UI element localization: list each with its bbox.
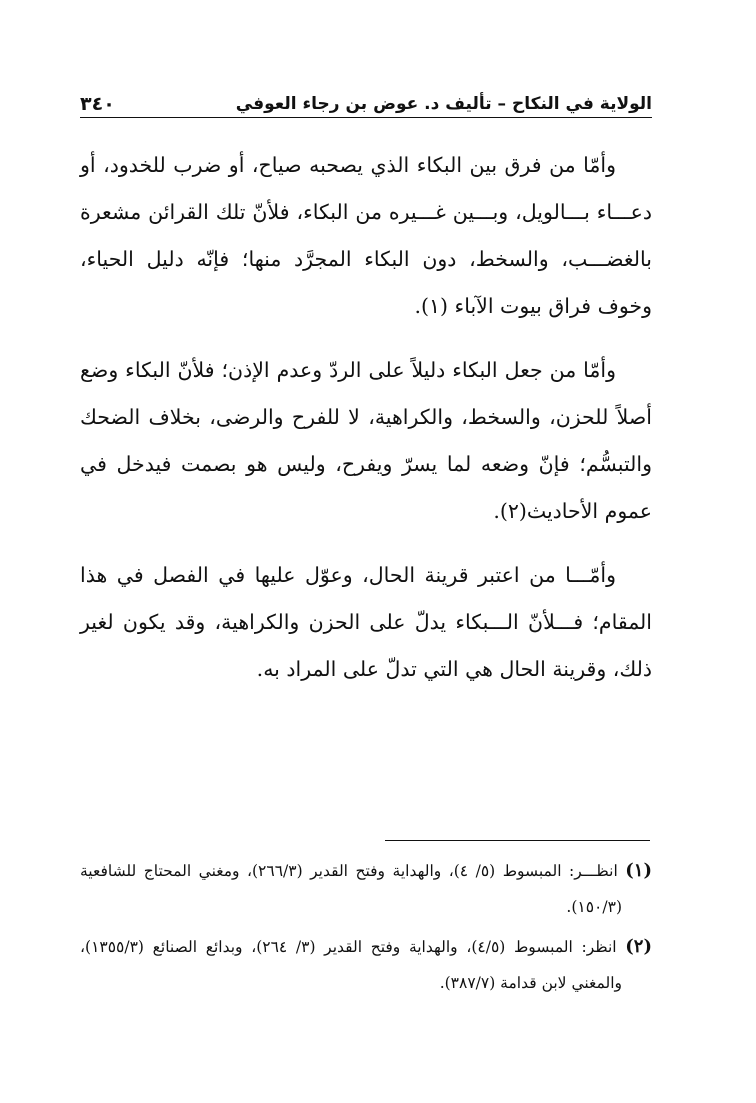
running-title: الولاية في النكاح – تأليف د. عوض بن رجاء العوفي — [235, 94, 652, 114]
body-text — [80, 142, 652, 710]
paragraph: وأمّا من فرق بين البكاء الذي يصحبه صياح، أو ضرب للخدود، أو دعـــاء بـــالويل، وبـــين غـــيره من البكاء، فلأنّ تلك القرائن مشعرة بالغضـــب، والسخط، دون البكاء المجرَّد منها؛ فإنّه دليل الحياء، وخوف فراق بيوت الآباء (١). — [80, 153, 652, 318]
paragraph: وأمّا من جعل البكاء دليلاً على الردّ وعدم الإذن؛ فلأنّ البكاء وضع أصلاً للحزن، والسخط، والكراهية، لا للفرح والرضى، بخلاف الضحك والتبسُّم؛ فإنّ وضعه لما يسرّ ويفرح، وليس هو بصمت فيدخل في عموم الأحاديث(٢). — [80, 358, 652, 523]
footnote-marker: (٢) — [625, 936, 652, 957]
footnotes — [80, 853, 652, 1005]
running-header — [80, 86, 652, 116]
page-number: ٣٤٠ — [80, 93, 115, 115]
paragraph: وأمّـــا من اعتبر قرينة الحال، وعوّل عليها في الفصل في هذا المقام؛ فـــلأنّ الـــبكاء يدلّ على الحزن والكراهية، وقد يكون لغير ذلك، وقرينة الحال هي التي تدلّ على المراد به. — [80, 563, 652, 681]
footnote-text: انظر: المبسوط (٤/٥)، والهداية وفتح القدير (٣/ ٢٦٤)، وبدائع الصنائع (١٣٥٥/٣)، والمغني لابن قدامة (٣٨٧/٧). — [80, 938, 622, 992]
footnote-separator — [385, 840, 650, 841]
footnote-marker: (١) — [625, 860, 652, 881]
footnote — [80, 929, 652, 1001]
header-rule — [80, 117, 652, 118]
footnote — [80, 853, 652, 925]
footnote-text: انظـــر: المبسوط (٥/ ٤)، والهداية وفتح القدير (٢٦٦/٣)، ومغني المحتاج للشافعية (١٥٠/٣). — [80, 862, 622, 916]
